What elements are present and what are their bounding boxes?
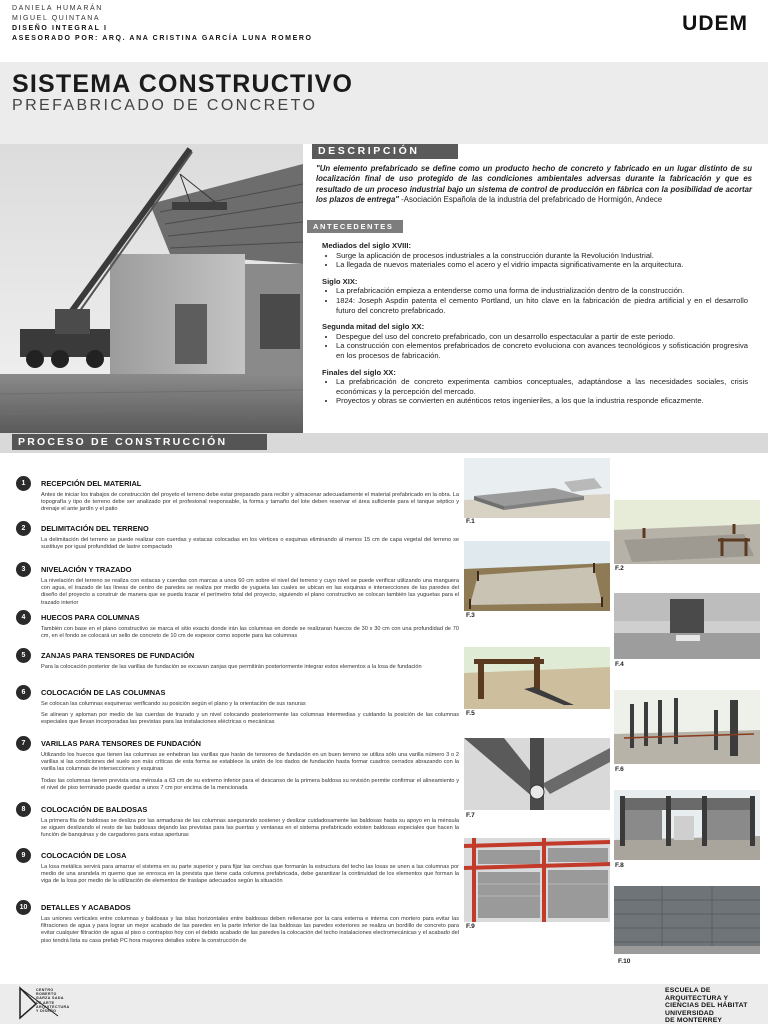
figure-3 xyxy=(464,541,610,611)
step-body xyxy=(41,864,459,886)
figure-4 xyxy=(614,593,760,659)
step-body xyxy=(41,752,459,792)
section-heading: Segunda mitad del siglo XX: xyxy=(322,322,425,332)
step-body xyxy=(41,626,459,640)
step-title: DETALLES Y ACABADOS xyxy=(41,903,131,912)
list-item: • La prefabricación empieza a entenderse como una forma de industrialización dentro de la construcción. xyxy=(336,286,748,296)
step-paragraph: Se alinean y aploman por medio de las cuerdas de trazado y un nivel colocando posteriormente las columnas intermedias y cuidando la posición de las columnas especiales que llevan incorporadas las previstas para las instalaciones eléctricas o mecánicas xyxy=(41,712,459,726)
step-title: ZANJAS PARA TENSORES DE FUNDACIÓN xyxy=(41,651,195,660)
step-body xyxy=(41,818,459,840)
step-title: DELIMITACIÓN DEL TERRENO xyxy=(41,524,149,533)
step-body xyxy=(41,492,459,514)
figure-label: F.2 xyxy=(615,565,624,572)
step-number: 4 xyxy=(16,610,31,625)
step-body xyxy=(41,537,459,551)
list-item: • 1824: Joseph Aspdin patenta el cemento Portland, un hito clave en la fabricación de piedra artificial y en el desarrollo futuro del concreto prefabricado. xyxy=(336,296,748,315)
step-paragraph: La nivelación del terreno se realiza con estacas y cuerdas con marcas a unos 60 cm sobre el nivel del terreno y cuyo nivel se puede verificar utilizando una manguera con agua, el trazado de las líneas de centro de paredes se realiza por medio de yugueta las cuales se ubican en las esquinas e intersecciones de las paredes del diseño del proyecto a construir de manera que se pueda trazar el perímetro total del proyecto, siguiendo el plano constructivo se colocan también las yuguetas para el trazado interior xyxy=(41,578,459,606)
figure-label: F.1 xyxy=(466,518,475,525)
school-line: CIENCIAS DEL HÁBITAT xyxy=(665,1002,748,1010)
step-paragraph: Antes de iniciar los trabajos de construcción del proyeto el terreno debe estar preparado para recibir y almacenar adecuadamente el material prefabricado en la obra. La topografía y tipo de terreno debe ser analizado por el profesional responsable, la forma y tamaño del lote deben reservar el área suficiente para el tanque séptico y drenaje el ante jardín y el patio xyxy=(41,492,459,513)
figure-5 xyxy=(464,647,610,709)
step-number: 9 xyxy=(16,848,31,863)
figure-6 xyxy=(614,690,760,764)
page-subtitle: PREFABRICADO DE CONCRETO xyxy=(12,97,318,114)
figure-8 xyxy=(614,790,760,860)
figure-label: F.4 xyxy=(615,661,624,668)
mark-line: ROBERTO xyxy=(36,992,57,997)
step-paragraph: Todas las columnas tienen prevista una ménsula a 63 cm de su extremo inferior para el descanso de la primera baldosa su revisión permite confirmar el alineamiento y el nivel de piso terminado puede quedar a unos 7 cm por encima de la mencionada xyxy=(41,777,459,791)
school-line: UNIVERSIDAD xyxy=(665,1009,715,1017)
step-number: 3 xyxy=(16,562,31,577)
figure-10 xyxy=(614,886,760,954)
section-heading: Siglo XIX: xyxy=(322,276,358,286)
antecedentes-section xyxy=(322,277,748,315)
figure-2 xyxy=(614,500,760,564)
udem-logo: UDEM xyxy=(682,12,748,35)
antecedentes-section xyxy=(322,322,748,360)
antecedentes-section xyxy=(322,241,748,270)
authors-block xyxy=(12,4,313,44)
descripcion-label: DESCRIPCIÓN xyxy=(312,144,458,159)
step-number: 1 xyxy=(16,476,31,491)
page-title: SISTEMA CONSTRUCTIVO xyxy=(12,70,354,98)
step-number: 6 xyxy=(16,685,31,700)
descripcion-text xyxy=(316,164,752,206)
school-line: ESCUELA DE xyxy=(665,987,711,994)
step-title: COLOCACIÓN DE LAS COLUMNAS xyxy=(41,688,166,697)
step-title: NIVELACIÓN Y TRAZADO xyxy=(41,565,132,574)
step-title: VARILLAS PARA TENSORES DE FUNDACIÓN xyxy=(41,739,201,748)
step-number: 5 xyxy=(16,648,31,663)
step-body xyxy=(41,578,459,607)
school-line: ARQUITECTURA Y xyxy=(665,994,729,1002)
figure-label: F.3 xyxy=(466,612,475,619)
figure-7 xyxy=(464,738,610,810)
figure-label: F.9 xyxy=(466,923,475,930)
list-item: • La construcción con elementos prefabricados de concreto evoluciona con avances tecnológicos y sofisticación progresiva en los procesos de fabricación. xyxy=(336,341,748,360)
antecedentes-list xyxy=(322,241,748,413)
course-name: DISEÑO INTEGRAL I xyxy=(12,25,108,32)
mark-line: ARQUITECTURA xyxy=(36,1004,70,1009)
title-band xyxy=(0,62,768,144)
step-number: 7 xyxy=(16,736,31,751)
list-item: • Proyectos y obras se convierten en auténticos retos ingenieriles, a los que la industria responde eficazmente. xyxy=(336,396,748,406)
school-name xyxy=(665,987,748,1024)
header xyxy=(0,0,768,62)
step-number: 2 xyxy=(16,521,31,536)
step-paragraph: También con base en el plano constructivo se marca el sitio exacto donde irán las columnas en donde se realizaran huecos de 30 x 30 cm con una profundidad de 70 cm, en el fondo se colocará un sello de concreto de 10 cm de espesor como soporte para las columnas xyxy=(41,626,459,640)
step-title: COLOCACIÓN DE BALDOSAS xyxy=(41,805,148,814)
section-heading: Mediados del siglo XVIII: xyxy=(322,241,412,250)
figure-label: F.8 xyxy=(615,862,624,869)
mark-line: Y DISEÑO xyxy=(36,1009,57,1014)
step-number: 8 xyxy=(16,802,31,817)
crane-photo xyxy=(0,144,303,433)
school-line: DE MONTERREY xyxy=(665,1017,723,1024)
step-paragraph: La delimitación del terreno se puede realizar con cuerdas y estacas colocadas en los vértices o esquinas eliminando al menos 15 cm de capa vegetal del terreno se sustituye por igual profundidad de lastre compactado xyxy=(41,537,459,551)
antecedentes-section xyxy=(322,368,748,406)
step-body xyxy=(41,701,459,727)
list-item: • La llegada de nuevos materiales como el acero y el vidrio impacta significativamente en la arquitectura. xyxy=(336,260,748,270)
figure-label: F.6 xyxy=(615,766,624,773)
mark-line: GARZA SADA xyxy=(36,996,64,1001)
footer xyxy=(0,984,768,1024)
author-name: DANIELA HUMARÁN xyxy=(12,5,103,12)
step-title: HUECOS PARA COLUMNAS xyxy=(41,613,140,622)
figure-label: F.5 xyxy=(466,710,475,717)
advisor-line: ASESORADO POR: ARQ. ANA CRISTINA GARCÍA LUNA ROMERO xyxy=(12,35,313,42)
descripcion-quote: "Un elemento prefabricado se define como un producto hecho de concreto y fabricado en un lugar distinto de su localización final de uso protegido de las condiciones ambientales adversas durante la fabricación y que es resultado de un proceso industrial bajo un sistema de control de producción en fábrica con la posibilidad de acortar los plazos de entrega" xyxy=(316,164,752,205)
author-name: MIGUEL QUINTANA xyxy=(12,15,101,22)
step-title: RECEPCIÓN DEL MATERIAL xyxy=(41,479,142,488)
step-paragraph: Las uniones verticales entre columnas y baldosas y las islas horizontales entre baldosas deben rellenarse por la cara externa e interna con mortero para evitar las filtraciones de agua y para lograr un mejor acabado de las paredes en la parte inferior de las baldosas las paredes exteriores se realiza un bordillo de concreto para evitar cualquier filtración de agua al piso o contrapiso hoy con el debido acabado de las paredes la colocación del techo instalaciones electromecánicas y el acabado del piso tendrá lista su casa prefab PC hora mayores detalles sobre la construcción de xyxy=(41,916,459,944)
figure-label: F.7 xyxy=(466,812,475,819)
crgs-mark-text xyxy=(36,988,70,1013)
step-paragraph: Utilizando los huecos que tienen las columnas se enhebran las varillas que harán de tensores de fundación en un buen terreno se utiliza sólo una varilla número 3 o 2 varillas si las condiciones del suelo son más críticas de esta forma se establece la unión de los dados de fundación hasta formar cuadros cerrados abrazando con la varilla las columnas de intersecciones y esquinas xyxy=(41,752,459,773)
list-item: • Surge la aplicación de procesos industriales a la construcción durante la Revolución Industrial. xyxy=(336,251,748,261)
step-paragraph: La losa metálica servirá para amarrar el sistema en su parte superior y para fijar las cerchas que formarán la estructura del techo las losas se unen a las columnas por medio de una arandela m quemo que se enrosca en la prevista que tiene cada columna prefabricada, debe garantizar la continuidad de los elementos que forman la viga de la losa por medio de la utilización de elementos de traslape adecuados según la situación xyxy=(41,864,459,885)
step-paragraph: La primera fila de baldosas se desliza por las armaduras de las columnas asegurando sostener y deslizar cuidadosamente las baldosas hasta su apoyo en la ménsula se siguen deslizando el resto de las baldosas dejando las previstas para las puertas y ventanas en el sistema prefabricado existen baldosas especiales que hacen la función de banquinas y de cargadores para estas aperturas xyxy=(41,818,459,839)
step-title: COLOCACIÓN DE LOSA xyxy=(41,851,127,860)
mark-line: CENTRO xyxy=(36,988,54,992)
figure-1 xyxy=(464,458,610,518)
step-paragraph: Se colocan las columnas esquineras verificando su posición según el plano y la orientación de sus ranuras xyxy=(41,701,306,707)
step-body xyxy=(41,664,459,671)
step-paragraph: Para la colocación posterior de las varillas de fundación se excavan zanjas que permitirán posteriormente integrar estos elementos a la losa de fundación xyxy=(41,664,422,670)
mark-line: DE ARTE xyxy=(36,1000,55,1005)
section-heading: Finales del siglo XX: xyxy=(322,367,396,377)
figure-9 xyxy=(464,838,610,922)
list-item: • La prefabricación de concreto experimenta cambios conceptuales, adaptándose a las necesidades sociales, crisis económicas y la percepción del mercado. xyxy=(336,377,748,396)
descripcion-source: -Asociación Española de la industria del prefabricado de Hormigón, Andece xyxy=(399,195,663,205)
step-number: 10 xyxy=(16,900,31,915)
list-item: • Despegue del uso del concreto prefabricado, con un desarrollo espectacular a partir de este periodo. xyxy=(336,332,748,342)
figure-label: F.10 xyxy=(618,958,631,965)
proceso-label: PROCESO DE CONSTRUCCIÓN xyxy=(12,434,267,450)
step-body xyxy=(41,916,459,945)
antecedentes-label: ANTECEDENTES xyxy=(307,220,403,233)
